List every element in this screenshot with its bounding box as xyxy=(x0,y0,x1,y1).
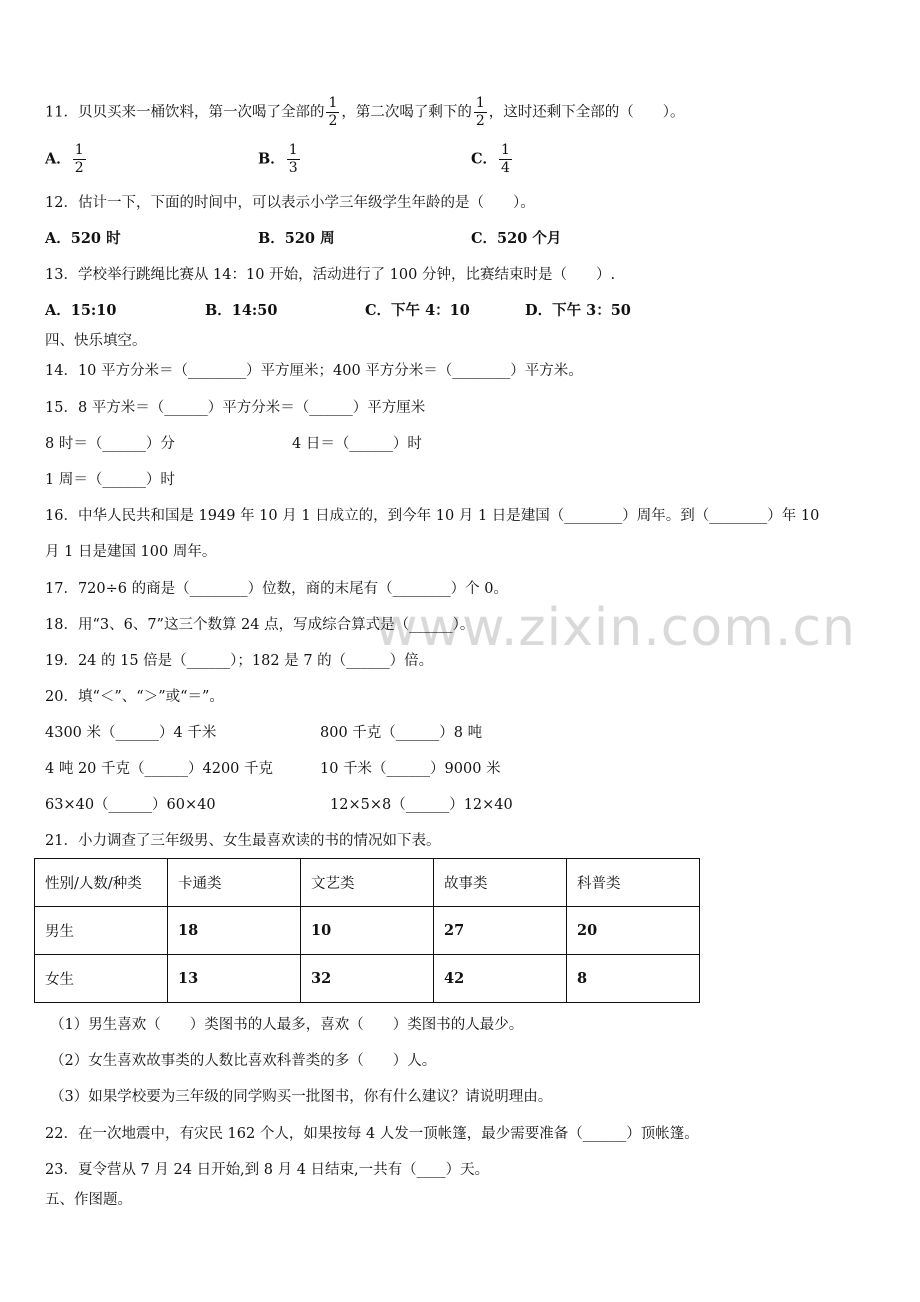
table-header-cell: 卡通类 xyxy=(168,859,301,907)
table-header-cell: 文艺类 xyxy=(301,859,434,907)
q21-sub2: （2）女生喜欢故事类的人数比喜欢科普类的多（ ）人。 xyxy=(50,1053,437,1069)
section-4-heading: 四、快乐填空。 xyxy=(45,333,147,349)
q11-text-part3: ，这时还剩下全部的（ ）。 xyxy=(488,104,685,121)
q20-row3-right: 12×5×8（______）12×40 xyxy=(330,797,513,813)
question-20: 20．填“＜”、“＞”或“＝”。 xyxy=(45,689,224,705)
q11-text-part1: 11．贝贝买来一桶饮料，第一次喝了全部的 xyxy=(45,104,325,121)
q20-row2-right: 10 千米（______）9000 米 xyxy=(320,761,501,777)
table-cell: 13 xyxy=(168,955,301,1003)
q13-option-d: D．下午 3：50 xyxy=(525,302,631,319)
table-cell: 20 xyxy=(567,907,700,955)
table-cell: 女生 xyxy=(35,955,168,1003)
table-row xyxy=(35,955,700,1003)
question-11 xyxy=(45,95,685,130)
question-16-line2: 月 1 日是建国 100 周年。 xyxy=(45,544,217,560)
question-16-line1: 16．中华人民共和国是 1949 年 10 月 1 日成立的，到今年 10 月 1 日是建国（________）周年。到（________）年 10 xyxy=(45,508,820,524)
book-preference-table xyxy=(34,858,700,1003)
q11-option-b: B． $\frac{1}{3}$ xyxy=(258,142,298,176)
table-cell: 18 xyxy=(168,907,301,955)
table-header-row xyxy=(35,859,700,907)
q13-option-a: A．15:10 xyxy=(45,302,117,319)
q11-option-c: C． $\frac{1}{4}$ xyxy=(471,142,510,176)
question-17: 17．720÷6 的商是（________）位数，商的末尾有（________）个 0。 xyxy=(45,581,508,597)
q11-fraction-1: $\frac{1}{2}$ xyxy=(328,95,338,129)
table-cell: 男生 xyxy=(35,907,168,955)
table-cell: 42 xyxy=(434,955,567,1003)
table-header-cell: 科普类 xyxy=(567,859,700,907)
watermark: www.zixin.com.cn xyxy=(375,598,856,658)
section-5-heading: 五、作图题。 xyxy=(45,1192,132,1208)
q12-option-b: B．520 周 xyxy=(258,230,335,247)
question-14: 14．10 平方分米＝（________）平方厘米；400 平方分米＝（________）平方米。 xyxy=(45,363,583,379)
q13-option-b: B．14:50 xyxy=(205,302,278,319)
question-18: 18．用“3、6、7”这三个数算 24 点，写成综合算式是（______）。 xyxy=(45,617,475,633)
question-13: 13．学校举行跳绳比赛从 14：10 开始，活动进行了 100 分钟，比赛结束时是（ ）. xyxy=(45,267,616,283)
table-cell: 27 xyxy=(434,907,567,955)
question-19: 19．24 的 15 倍是（______）；182 是 7 的（______）倍。 xyxy=(45,653,434,669)
q11-text-part2: ，第二次喝了剩下的 xyxy=(341,104,472,121)
table-cell: 32 xyxy=(301,955,434,1003)
q20-row3-left: 63×40（______）60×40 xyxy=(45,797,216,813)
question-15-line3: 1 周＝（______）时 xyxy=(45,472,175,488)
q21-sub1: （1）男生喜欢（ ）类图书的人最多，喜欢（ ）类图书的人最少。 xyxy=(50,1017,524,1033)
q12-option-c: C．520 个月 xyxy=(471,230,562,247)
q21-sub3: （3）如果学校要为三年级的同学购买一批图书，你有什么建议？请说明理由。 xyxy=(50,1089,553,1105)
q20-row1-left: 4300 米（______）4 千米 xyxy=(45,725,217,741)
q12-option-a: A．520 时 xyxy=(45,230,121,247)
q13-option-c: C．下午 4：10 xyxy=(365,302,470,319)
table-header-cell: 性别/人数/种类 xyxy=(35,859,168,907)
table-row xyxy=(35,907,700,955)
table-cell: 8 xyxy=(567,955,700,1003)
q11-fraction-2: $\frac{1}{2}$ xyxy=(475,95,485,129)
question-15-line1: 15．8 平方米＝（______）平方分米＝（______）平方厘米 xyxy=(45,400,426,416)
question-21: 21．小力调查了三年级男、女生最喜欢读的书的情况如下表。 xyxy=(45,833,441,849)
q20-row1-right: 800 千克（______）8 吨 xyxy=(320,725,483,741)
question-15-line2b: 4 日＝（______）时 xyxy=(292,436,422,452)
question-23: 23．夏令营从 7 月 24 日开始,到 8 月 4 日结束,一共有（____）天。 xyxy=(45,1162,490,1178)
table-cell: 10 xyxy=(301,907,434,955)
q20-row2-left: 4 吨 20 千克（______）4200 千克 xyxy=(45,761,274,777)
question-15-line2a: 8 时＝（______）分 xyxy=(45,436,175,452)
question-12: 12．估计一下，下面的时间中，可以表示小学三年级学生年龄的是（ ）。 xyxy=(45,195,535,211)
table-header-cell: 故事类 xyxy=(434,859,567,907)
question-22: 22．在一次地震中，有灾民 162 个人，如果按每 4 人发一顶帐篷，最少需要准备（______）顶帐篷。 xyxy=(45,1126,699,1142)
q11-option-a: A． $\frac{1}{2}$ xyxy=(45,142,84,176)
